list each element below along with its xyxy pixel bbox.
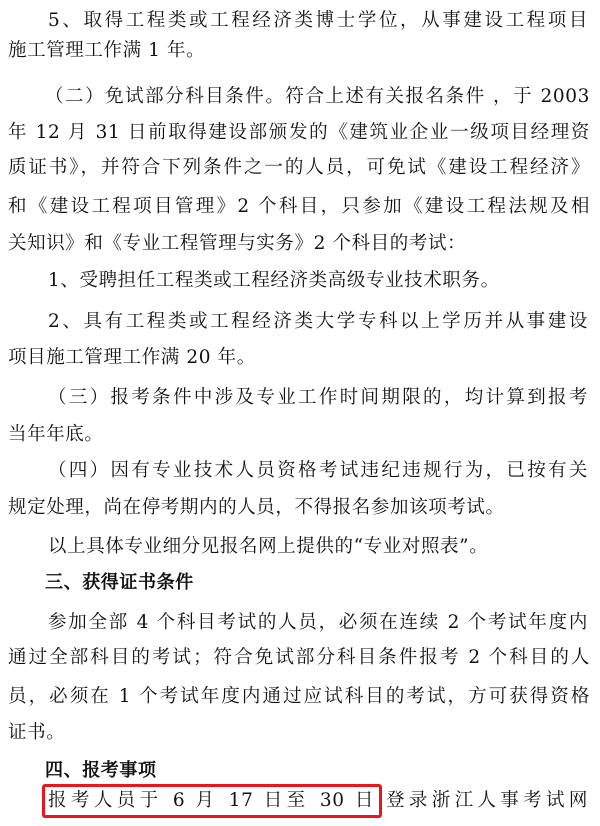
paragraph-line-1: 5、取得工程类或工程经济类博士学位，从事建设工程项目 (48, 10, 588, 31)
red-highlight-box (42, 784, 382, 818)
paragraph-line-7: 关知识》和《专业工程管理与实务》2 个科目的考试： (8, 233, 467, 254)
paragraph-line-11: （三）报考条件中涉及专业工作时间期限的，均计算到报考 (48, 387, 588, 408)
section-heading-3: 三、获得证书条件 (45, 572, 194, 593)
paragraph-line-12: 当年年底。 (8, 424, 104, 445)
section-heading-4: 四、报考事项 (45, 760, 157, 781)
paragraph-line-15: 以上具体专业细分见报名网上提供的“专业对照表”。 (48, 536, 489, 557)
paragraph-line-16: 参加全部 4 个科目考试的人员，必须在连续 2 个考试年度内 (48, 612, 588, 633)
highlighted-date-text: 报考人员于 6 月 17 日至 30 日 (48, 790, 374, 811)
paragraph-line-18: 员，必须在 1 个考试年度内通过应试科目的考试，方可获得资格 (8, 686, 590, 707)
paragraph-line-5: 质证书》，并符合下列条件之一的人员，可免试《建设工程经济》 (8, 157, 590, 178)
paragraph-line-9: 2、具有工程类或工程经济类大学专科以上学历并从事建设 (48, 311, 588, 332)
paragraph-line-8: 1、受聘担任工程类或工程经济类高级专业技术职务。 (48, 270, 500, 291)
paragraph-line-10: 项目施工管理工作满 20 年。 (8, 347, 256, 368)
paragraph-line-3: （二）免试部分科目条件。符合上述有关报名条件 ，于 2003 (45, 86, 590, 107)
paragraph-line-4: 年 12 月 31 日前取得建设部颁发的《建筑业企业一级项目经理资 (8, 122, 590, 143)
paragraph-line-17: 通过全部科目的考试；符合免试部分科目条件报考 2 个科目的人 (8, 647, 590, 668)
paragraph-line-14: 规定处理，尚在停考期内的人员，不得报名参加该项考试。 (8, 497, 505, 518)
paragraph-line-19: 证书。 (8, 722, 66, 743)
paragraph-line-last: 登录浙江人事考试网 (386, 790, 588, 811)
paragraph-line-2: 施工管理工作满 1 年。 (8, 40, 206, 61)
paragraph-line-13: （四）因有专业技术人员资格考试违纪违规行为，已按有关 (48, 460, 588, 481)
paragraph-line-6: 和《建设工程项目管理》2 个科目，只参加《建设工程法规及相 (8, 196, 590, 217)
